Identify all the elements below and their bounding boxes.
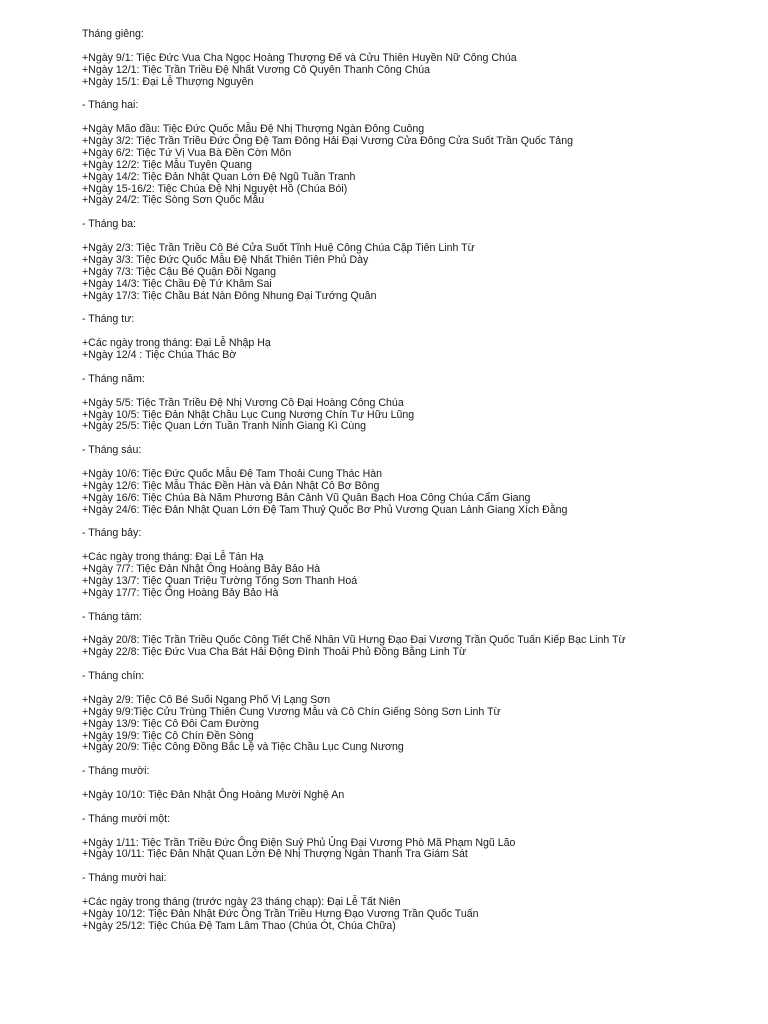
section-title: - Tháng mười một: [82,812,171,825]
list-item: +Ngày 3/2: Tiệc Trần Triều Đức Ông Đệ Tam Đông Hải Đại Vương Cửa Đông Cửa Suốt Trần Quốc Tảng [82,135,573,148]
month-section [82,314,762,373]
list-item: +Ngày Mão đầu: Tiệc Đức Quốc Mẫu Đệ Nhị Thượng Ngàn Đông Cuông [82,123,425,136]
month-section [82,873,762,932]
entry-list [82,469,762,517]
entry-list [82,398,762,434]
entry-list [82,695,762,754]
list-item: +Ngày 9/9:Tiệc Cửu Trùng Thiên Cung Vương Mẫu và Cô Chín Giếng Sòng Sơn Linh Từ [82,705,501,718]
list-item: +Ngày 3/3: Tiệc Đức Quốc Mẫu Đệ Nhất Thiên Tiên Phủ Dày [82,253,369,266]
entry-list [82,635,762,659]
month-section [82,671,762,766]
list-item: +Ngày 25/5: Tiệc Quan Lớn Tuần Tranh Ninh Giang Kì Cùng [82,420,367,433]
month-section [82,219,762,314]
list-item: +Các ngày trong tháng (trước ngày 23 tháng chạp): Đại Lễ Tất Niên [82,896,401,909]
entry-list [82,124,762,207]
entry-list [82,53,762,89]
list-item: +Ngày 24/6: Tiệc Đản Nhật Quan Lớn Đệ Tam Thuỷ Quốc Bơ Phủ Vương Quan Lảnh Giang Xích Đằng [82,503,568,516]
list-item: +Ngày 17/7: Tiệc Ông Hoàng Bảy Bảo Hà [82,586,279,599]
list-item: +Ngày 10/6: Tiệc Đức Quốc Mẫu Đệ Tam Thoải Cung Thác Hàn [82,467,383,480]
list-item: +Ngày 14/3: Tiệc Chầu Đệ Tứ Khâm Sai [82,277,272,290]
month-section [82,528,762,611]
list-item: +Ngày 22/8: Tiệc Đức Vua Cha Bát Hải Động Đình Thoải Phủ Đồng Bằng Linh Từ [82,646,467,659]
entry-list [82,838,762,862]
list-item: +Ngày 12/4 : Tiệc Chúa Thác Bờ [82,349,237,362]
month-section [82,100,762,219]
document-page [82,29,762,933]
list-item: +Ngày 17/3: Tiệc Chầu Bát Nàn Đông Nhung Đại Tướng Quân [82,289,377,302]
section-title: - Tháng tám: [82,610,142,623]
entry-list [82,338,762,362]
section-title: - Tháng ba: [82,218,136,231]
section-title: - Tháng bảy: [82,527,142,540]
list-item: +Các ngày trong tháng: Đại Lễ Nhập Hạ [82,337,271,350]
list-item: +Các ngày trong tháng: Đại Lễ Tán Hạ [82,551,264,564]
month-section [82,612,762,671]
list-item: +Ngày 10/10: Tiệc Đản Nhật Ông Hoàng Mười Nghệ An [82,789,345,801]
list-item: +Ngày 10/5: Tiệc Đản Nhật Chầu Lục Cung Nương Chín Tư Hữu Lũng [82,408,415,421]
list-item: +Ngày 12/1: Tiệc Trần Triều Đệ Nhất Vương Cô Quyên Thanh Công Chúa [82,63,431,76]
section-title: - Tháng mười hai: [82,872,167,885]
list-item: +Ngày 20/8: Tiệc Trần Triều Quốc Công Tiết Chế Nhân Vũ Hưng Đạo Đại Vương Trần Quốc Tuấn Kiếp Bạc Linh Từ [82,634,626,647]
section-title: - Tháng sáu: [82,444,142,457]
list-item: +Ngày 10/12: Tiệc Đản Nhật Đức Ông Trần Triều Hưng Đạo Vương Trần Quốc Tuấn [82,907,479,920]
month-section [82,29,762,100]
list-item: +Ngày 1/11: Tiệc Trần Triều Đức Ông Điện Suý Phủ Ủng Đại Vương Phò Mã Phạm Ngũ Lão [82,836,516,849]
list-item: +Ngày 7/7: Tiệc Đản Nhật Ông Hoàng Bảy Bảo Hà [82,563,321,576]
list-item: +Ngày 7/3: Tiệc Cậu Bé Quận Đồi Ngang [82,265,277,278]
list-item: +Ngày 20/9: Tiệc Công Đồng Bắc Lệ và Tiệc Chầu Lục Cung Nương [82,741,404,754]
list-item: +Ngày 13/7: Tiệc Quan Triệu Tường Tống Sơn Thanh Hoá [82,574,358,587]
list-item: +Ngày 24/2: Tiệc Sòng Sơn Quốc Mẫu [82,194,265,207]
entry-list [82,552,762,600]
list-item: +Ngày 14/2: Tiệc Đản Nhật Quan Lớn Đệ Ngũ Tuần Tranh [82,170,356,183]
month-section [82,814,762,873]
list-item: +Ngày 10/11: Tiệc Đản Nhật Quan Lớn Đệ Nhị Thượng Ngàn Thanh Tra Giám Sát [82,848,468,861]
list-item: +Ngày 2/3: Tiệc Trần Triều Cô Bé Cửa Suốt Tĩnh Huệ Công Chúa Cặp Tiên Linh Từ [82,242,475,255]
entry-list [82,243,762,302]
section-title: Tháng giêng: [82,28,144,40]
list-item: +Ngày 13/9: Tiệc Cô Đôi Cam Đường [82,717,259,730]
list-item: +Ngày 2/9: Tiệc Cô Bé Suối Ngang Phố Vị Lạng Sơn [82,693,331,706]
section-title: - Tháng năm: [82,372,145,385]
month-section [82,445,762,528]
list-item: +Ngày 25/12: Tiệc Chúa Đệ Tam Lâm Thao (Chúa Ót, Chúa Chữa) [82,919,396,932]
list-item: +Ngày 16/6: Tiệc Chúa Bà Năm Phương Bản Cảnh Vũ Quân Bạch Hoa Công Chúa Cẩm Giang [82,491,531,504]
list-item: +Ngày 15-16/2: Tiệc Chúa Đệ Nhị Nguyệt Hồ (Chúa Bói) [82,182,348,195]
list-item: +Ngày 6/2: Tiệc Tứ Vị Vua Bà Đền Cờn Môn [82,146,292,159]
month-section [82,766,762,814]
entry-list [82,790,762,802]
list-item: +Ngày 15/1: Đại Lễ Thượng Nguyên [82,75,254,88]
month-section [82,374,762,445]
list-item: +Ngày 19/9: Tiệc Cô Chín Đền Sòng [82,729,254,742]
list-item: +Ngày 5/5: Tiệc Trần Triều Đệ Nhị Vương Cô Đại Hoàng Công Chúa [82,396,404,409]
section-title: - Tháng hai: [82,99,139,112]
section-title: - Tháng mười: [82,765,150,778]
entry-list [82,897,762,933]
section-title: - Tháng tư: [82,313,135,326]
list-item: +Ngày 12/6: Tiệc Mẫu Thác Đền Hàn và Đản Nhật Cô Bơ Bông [82,479,380,492]
list-item: +Ngày 9/1: Tiệc Đức Vua Cha Ngọc Hoàng Thượng Đế và Cửu Thiên Huyền Nữ Công Chúa [82,51,517,64]
section-title: - Tháng chín: [82,670,145,683]
list-item: +Ngày 12/2: Tiệc Mẫu Tuyên Quang [82,158,252,171]
